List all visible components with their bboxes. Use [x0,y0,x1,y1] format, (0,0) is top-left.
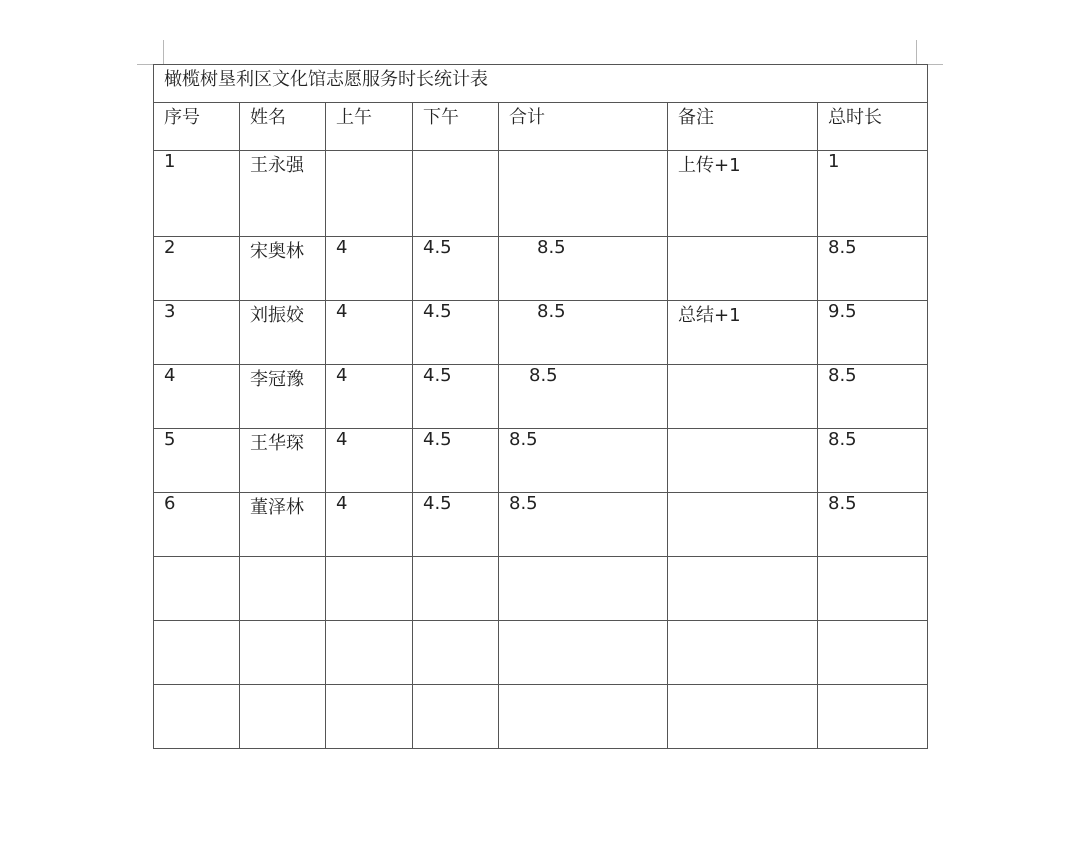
cell-total: 8.5 [818,365,928,429]
cell-total: 8.5 [818,429,928,493]
cell-name: 宋奥林 [240,237,326,301]
header-cell-sum: 合计 [499,103,668,151]
header-cell-morning: 上午 [326,103,413,151]
cell-name: 王永强 [240,151,326,237]
cell-name: 李冠豫 [240,365,326,429]
empty-cell [240,621,326,685]
empty-cell [326,557,413,621]
cell-sum: 8.5 [499,237,668,301]
cell-total: 1 [818,151,928,237]
volunteer-hours-table [153,64,928,749]
cell-afternoon: 4.5 [413,365,499,429]
cell-note [668,365,818,429]
cell-no: 5 [154,429,240,493]
empty-cell [818,621,928,685]
empty-cell [326,685,413,749]
cell-no: 2 [154,237,240,301]
cell-name: 董泽林 [240,493,326,557]
empty-cell [818,685,928,749]
cell-sum: 8.5 [499,365,668,429]
empty-cell [499,621,668,685]
empty-cell [668,557,818,621]
header-cell-no: 序号 [154,103,240,151]
empty-table-row [154,685,928,749]
cell-morning [326,151,413,237]
empty-cell [413,621,499,685]
cell-afternoon: 4.5 [413,237,499,301]
cell-note: 上传+1 [668,151,818,237]
cell-sum: 8.5 [499,429,668,493]
cell-no: 4 [154,365,240,429]
header-cell-name: 姓名 [240,103,326,151]
cell-sum: 8.5 [499,301,668,365]
cell-morning: 4 [326,429,413,493]
empty-cell [240,557,326,621]
header-cell-note: 备注 [668,103,818,151]
empty-table-row [154,557,928,621]
table-row [154,365,928,429]
cell-morning: 4 [326,365,413,429]
cell-sum [499,151,668,237]
table-row [154,301,928,365]
cell-total: 8.5 [818,237,928,301]
table-row [154,429,928,493]
empty-cell [413,557,499,621]
cell-afternoon: 4.5 [413,429,499,493]
table-row [154,493,928,557]
empty-cell [668,621,818,685]
table-row [154,151,928,237]
corner-guide-top-right [916,40,917,64]
cell-no: 6 [154,493,240,557]
cell-morning: 4 [326,493,413,557]
cell-morning: 4 [326,237,413,301]
empty-cell [240,685,326,749]
empty-cell [154,621,240,685]
cell-name: 王华琛 [240,429,326,493]
cell-note [668,237,818,301]
header-cell-total: 总时长 [818,103,928,151]
cell-note [668,493,818,557]
cell-sum: 8.5 [499,493,668,557]
cell-no: 3 [154,301,240,365]
cell-name: 刘振姣 [240,301,326,365]
empty-cell [499,557,668,621]
cell-afternoon: 4.5 [413,493,499,557]
corner-guide-top-left [163,40,164,64]
header-cell-afternoon: 下午 [413,103,499,151]
empty-cell [326,621,413,685]
table-title-row [154,65,928,103]
cell-afternoon [413,151,499,237]
cell-afternoon: 4.5 [413,301,499,365]
cell-note [668,429,818,493]
table-title: 橄榄树垦利区文化馆志愿服务时长统计表 [154,65,928,103]
empty-cell [413,685,499,749]
table-row [154,237,928,301]
empty-cell [499,685,668,749]
empty-table-row [154,621,928,685]
empty-cell [818,557,928,621]
empty-cell [154,557,240,621]
empty-cell [668,685,818,749]
cell-no: 1 [154,151,240,237]
cell-total: 8.5 [818,493,928,557]
cell-note: 总结+1 [668,301,818,365]
table-header-row [154,103,928,151]
cell-total: 9.5 [818,301,928,365]
empty-cell [154,685,240,749]
cell-morning: 4 [326,301,413,365]
